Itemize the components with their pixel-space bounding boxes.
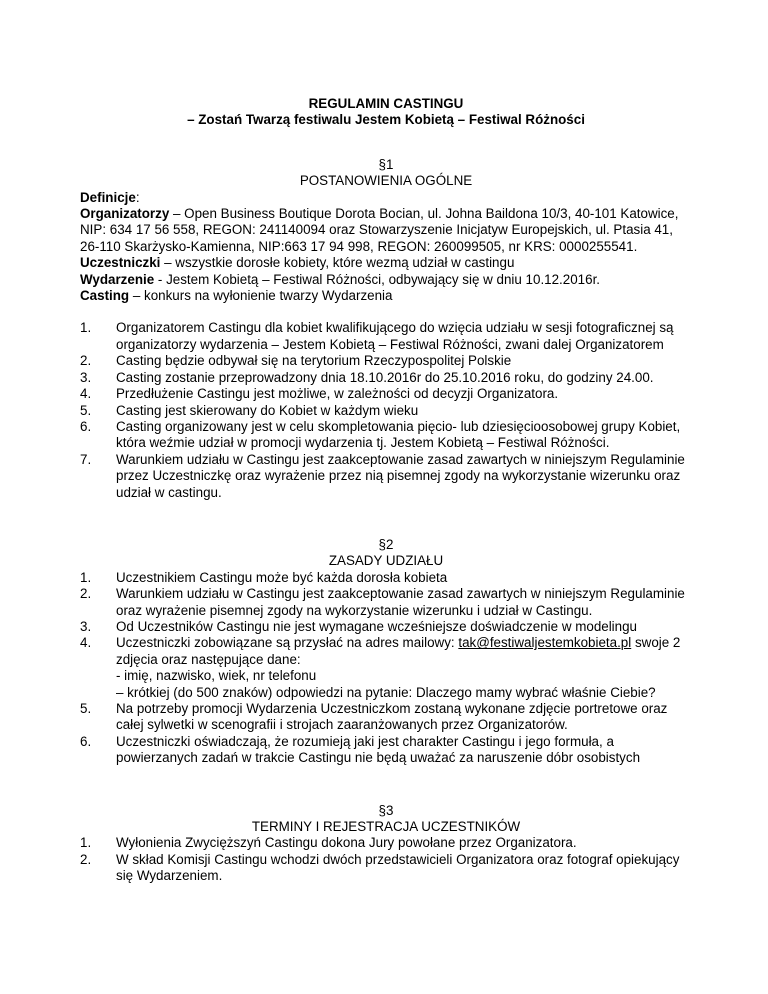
- list-text: Organizatorem Castingu dla kobiet kwalifikującego do wzięcia udziału w sesji fotograficznej są organizatorzy wydarzenia – Jestem Kobietą – Festiwal Różności, zwani dalej Organizatorem: [116, 320, 674, 352]
- definition-term: Uczestniczki: [80, 255, 161, 271]
- section-2-list: [80, 570, 692, 767]
- list-text: Casting będzie odbywał się na terytorium Rzeczypospolitej Polskie: [116, 353, 512, 369]
- section-3-sign: §3: [378, 802, 394, 818]
- list-text: Przedłużenie Castingu jest możliwe, w zależności od decyzji Organizatora.: [116, 386, 559, 402]
- list-subitem: – krótkiej (do 500 znaków) odpowiedzi na pytanie: Dlaczego mamy wybrać właśnie Ciebie?: [116, 684, 656, 700]
- definition-term: Wydarzenie: [80, 271, 155, 287]
- list-text: Casting zostanie przeprowadzony dnia 18.10.2016r do 25.10.2016 roku, do godziny 24.00.: [116, 369, 654, 385]
- section-1-sign: §1: [378, 156, 394, 172]
- definition-text: – konkurs na wyłonienie twarzy Wydarzenia: [129, 288, 393, 304]
- list-number: 1.: [80, 569, 92, 585]
- list-text: W skład Komisji Castingu wchodzi dwóch przedstawicieli Organizatora oraz fotograf opiekujący się Wydarzeniem.: [116, 851, 680, 884]
- section-2-heading: ZASADY UDZIAŁU: [328, 553, 444, 569]
- list-number: 6.: [80, 733, 92, 749]
- definition-item: [80, 206, 692, 255]
- list-number: 1.: [80, 835, 92, 851]
- list-item: [80, 635, 692, 701]
- list-text: Na potrzeby promocji Wydarzenia Uczestniczkom zostaną wykonane zdjęcie portretowe oraz całej sylwetki w scenografii i strojach zaaranżowanych przez Organizatorów.: [116, 701, 668, 733]
- list-text: Warunkiem udziału w Castingu jest zaakceptowanie zasad zawartych w niniejszym Regulaminie oraz wyrażenie pisemnej zgody na wykorzystanie wizerunku i udział w Castingu.: [116, 586, 685, 618]
- section-2-sign: §2: [378, 536, 394, 552]
- list-number: 6.: [80, 418, 92, 434]
- definitions-label-line: Definicje:: [80, 189, 140, 205]
- definition-item: [80, 255, 692, 271]
- list-item: [80, 320, 692, 353]
- list-number: 7.: [80, 451, 92, 467]
- list-item: [80, 353, 692, 369]
- title-block: [80, 96, 692, 129]
- definition-term: Organizatorzy: [80, 206, 170, 222]
- section-1-heading: POSTANOWIENIA OGÓLNE: [299, 173, 473, 189]
- definitions-label: Definicje: [80, 189, 136, 205]
- document-title: REGULAMIN CASTINGU: [308, 96, 464, 111]
- definition-text: – Open Business Boutique Dorota Bocian, ul. Johna Baildona 10/3, 40-101 Katowice, NIP: 634 17 56 558, REGON: 241140094 oraz Stowarzyszenie Inicjatyw Europejskich, ul. Ptasia 41, 26-110 Skarżysko-Kamienna, NIP:663 17 94 998, REGON: 260099505, nr KRS: 0000255541.: [80, 206, 679, 254]
- list-text-before: Uczestniczki zobowiązane są przysłać na adres mailowy:: [116, 635, 459, 651]
- document-subtitle: – Zostań Twarzą festiwalu Jestem Kobietą – Festiwal Różności: [187, 112, 585, 128]
- section-3-list: [80, 835, 692, 884]
- list-text: Warunkiem udziału w Castingu jest zaakceptowanie zasad zawartych w niniejszym Regulaminie przez Uczestniczkę oraz wyrażenie przez nią pisemnej zgody na wykorzystanie wizerunku oraz udział w castingu.: [116, 451, 685, 500]
- definition-item: [80, 288, 692, 304]
- list-item: [80, 701, 692, 734]
- list-item: [80, 386, 692, 402]
- list-text: Od Uczestników Castingu nie jest wymagane wcześniejsze doświadczenie w modelingu: [116, 618, 637, 634]
- definitions: [80, 190, 692, 305]
- list-item: [80, 370, 692, 386]
- document-content: [80, 96, 692, 885]
- list-text: Casting jest skierowany do Kobiet w każdym wieku: [116, 402, 419, 418]
- list-number: 4.: [80, 386, 92, 402]
- list-item: [80, 419, 692, 452]
- list-number: 2.: [80, 851, 92, 867]
- list-item: [80, 734, 692, 767]
- list-subitem: - imię, nazwisko, wiek, nr telefonu: [116, 668, 317, 684]
- list-item: [80, 403, 692, 419]
- list-item: [80, 452, 692, 501]
- section-3-heading: TERMINY I REJESTRACJA UCZESTNIKÓW: [251, 819, 521, 835]
- list-number: 4.: [80, 635, 92, 651]
- list-item: [80, 835, 692, 851]
- list-number: 3.: [80, 618, 92, 634]
- list-number: 2.: [80, 353, 92, 369]
- list-number: 5.: [80, 701, 92, 716]
- list-number: 1.: [80, 320, 92, 336]
- list-text: Wyłonienia Zwycięższyń Castingu dokona Jury powołane przez Organizatora.: [116, 835, 577, 851]
- list-item: [80, 619, 692, 635]
- list-text: Uczestniczki oświadczają, że rozumieją jaki jest charakter Castingu i jego formuła, a powierzanych zadań w trakcie Castingu nie będą uważać za naruszenie dóbr osobistych: [116, 733, 641, 766]
- definition-item: [80, 272, 692, 288]
- list-item: [80, 586, 692, 619]
- email-link[interactable]: tak@festiwaljestemkobieta.pl: [458, 635, 632, 651]
- list-number: 3.: [80, 369, 92, 385]
- list-text: Casting organizowany jest w celu skompletowania pięcio- lub dziesięcioosobowej grupy Kobiet, która weźmie udział w promocji wydarzenia tj. Jestem Kobietą – Festiwal Różności.: [116, 418, 681, 451]
- list-number: 2.: [80, 586, 92, 602]
- list-text: Uczestnikiem Castingu może być każda dorosła kobieta: [116, 569, 448, 585]
- definition-text: – wszystkie dorosłe kobiety, które wezmą udział w castingu: [160, 255, 515, 271]
- list-item: [80, 570, 692, 586]
- definition-term: Casting: [80, 288, 130, 304]
- list-item: [80, 852, 692, 885]
- list-number: 5.: [80, 402, 92, 418]
- section-1-list: [80, 320, 692, 500]
- definition-text: - Jestem Kobietą – Festiwal Różności, odbywający się w dniu 10.12.2016r.: [154, 271, 601, 287]
- list-text-after: swoje 2 zdjęcia oraz następujące dane:: [116, 635, 681, 667]
